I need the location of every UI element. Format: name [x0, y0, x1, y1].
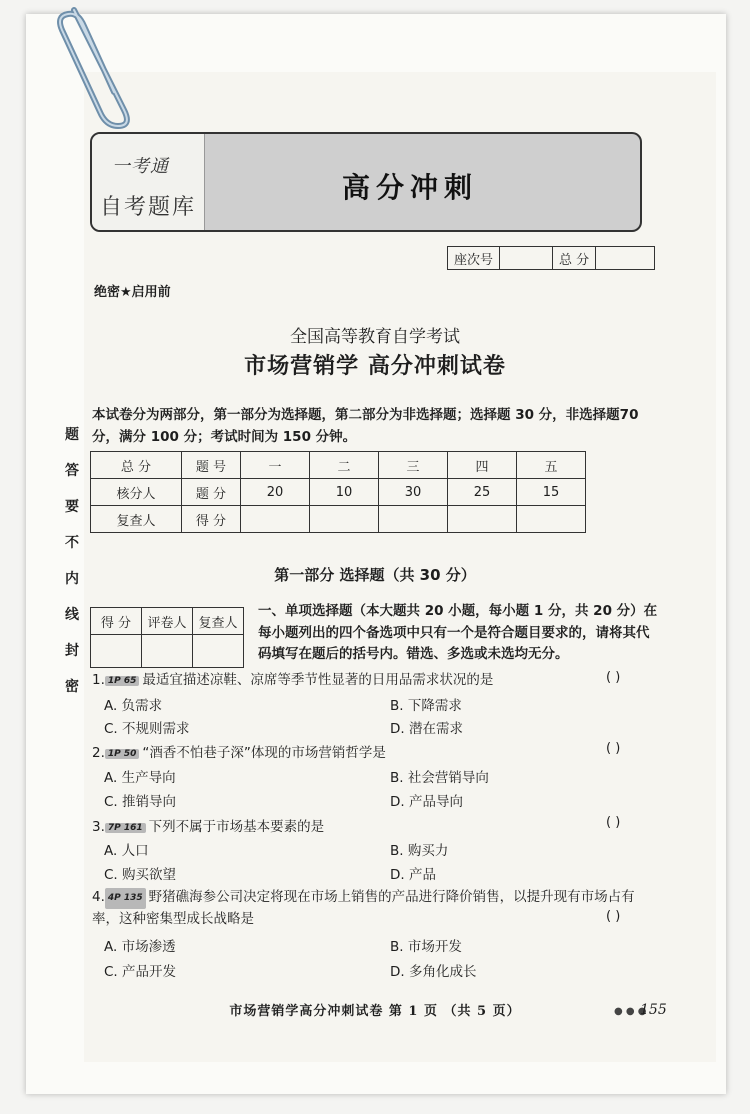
- score-cell: 二: [310, 452, 379, 479]
- score-cell: 四: [448, 452, 517, 479]
- page-footer: 市场营销学高分冲刺试卷 第 1 页 （共 5 页）: [229, 1004, 521, 1019]
- seat-score-box: [447, 246, 655, 270]
- option: B. 购买力: [390, 843, 449, 859]
- question-number: 1.: [92, 672, 105, 688]
- side-char: 不: [65, 535, 79, 551]
- section-heading: 一、单项选择题（本大题共 20 小题，每小题 1 分，共 20 分）在每小题列出的四个备选项中只有一个是符合题目要求的，请将其代码填写在题后的括号内。错选、多选或未选均无分。: [258, 603, 658, 662]
- side-char: 线: [65, 607, 79, 623]
- option: D. 多角化成长: [390, 964, 477, 980]
- grader-label: 评卷人: [142, 608, 193, 635]
- question-number: 3.: [92, 819, 105, 835]
- score-cell: 复查人: [91, 506, 182, 533]
- option: A. 负需求: [104, 698, 163, 714]
- question-text: 下列不属于市场基本要素的是: [148, 819, 325, 835]
- score-cell: [448, 506, 517, 533]
- option: D. 潜在需求: [390, 721, 463, 737]
- option: C. 推销导向: [104, 794, 177, 810]
- option: B. 市场开发: [390, 939, 462, 955]
- total-value: [596, 247, 655, 270]
- grader-label: 复查人: [193, 608, 244, 635]
- score-row-points: [91, 479, 586, 506]
- option: D. 产品导向: [390, 794, 463, 810]
- side-char: 封: [65, 643, 79, 659]
- score-cell: 20: [241, 479, 310, 506]
- brand-line2: 自考题库: [100, 195, 197, 220]
- header-banner: [90, 132, 642, 232]
- question-text: “酒香不怕巷子深”体现的市场营销哲学是: [142, 745, 386, 761]
- question-tag: 1P 65: [105, 676, 140, 686]
- secret-label: 绝密★启用前: [94, 285, 171, 300]
- score-cell: 题 分: [182, 479, 241, 506]
- paperclip-icon: [44, 0, 136, 130]
- side-char: 题: [65, 427, 79, 443]
- option: C. 产品开发: [104, 964, 177, 980]
- question-stem: [92, 815, 324, 835]
- question-tag: 1P 50: [105, 749, 140, 759]
- side-char: 要: [65, 499, 79, 515]
- question-stem: [92, 741, 386, 761]
- option: A. 人口: [104, 843, 149, 859]
- grader-cell: [193, 635, 244, 668]
- score-cell: [379, 506, 448, 533]
- exam-instructions: 本试卷分为两部分，第一部分为选择题，第二部分为非选择题；选择题 30 分，非选择题70 分，满分 100 分；考试时间为 150 分钟。: [92, 407, 639, 445]
- score-cell: 15: [517, 479, 586, 506]
- banner-title: 高分冲刺: [342, 171, 479, 204]
- decorative-dots-icon: ● ● ●: [614, 1006, 647, 1017]
- score-cell: [310, 506, 379, 533]
- question-text: 野猪礁海参公司决定将现在市场上销售的产品进行降价销售，以提升现有市场占有率，这种密集型成长战略是: [92, 889, 635, 927]
- question-stem: [92, 887, 652, 930]
- exam-title-line2: 市场营销学 高分冲刺试卷: [244, 354, 506, 379]
- question-tag: 4P 135: [105, 888, 146, 909]
- grader-cell: [142, 635, 193, 668]
- option: C. 不规则需求: [104, 721, 190, 737]
- score-cell: 得 分: [182, 506, 241, 533]
- score-cell: 总 分: [91, 452, 182, 479]
- seat-value: [500, 247, 553, 270]
- page-number: 155: [640, 1002, 667, 1018]
- question-stem: [92, 668, 493, 688]
- score-cell: 30: [379, 479, 448, 506]
- part-title: 第一部分 选择题（共 30 分）: [274, 566, 476, 584]
- grader-label: 得 分: [91, 608, 142, 635]
- side-char: 答: [65, 463, 79, 479]
- question-number: 4.: [92, 889, 105, 905]
- score-table: [90, 451, 586, 533]
- answer-blank[interactable]: ( ): [606, 741, 621, 756]
- seat-label: 座次号: [448, 247, 500, 270]
- score-cell: [517, 506, 586, 533]
- option: B. 社会营销导向: [390, 770, 489, 786]
- score-cell: 五: [517, 452, 586, 479]
- option: B. 下降需求: [390, 698, 462, 714]
- question-text: 最适宜描述凉鞋、凉席等季节性显著的日用品需求状况的是: [142, 672, 494, 688]
- score-cell: 题 号: [182, 452, 241, 479]
- total-label: 总 分: [553, 247, 596, 270]
- score-cell: 一: [241, 452, 310, 479]
- grader-box: [90, 607, 244, 668]
- score-row-header: [91, 452, 586, 479]
- brand-block: [92, 134, 205, 230]
- score-cell: 核分人: [91, 479, 182, 506]
- option: A. 市场渗透: [104, 939, 176, 955]
- answer-blank[interactable]: ( ): [606, 815, 621, 830]
- exam-title-line1: 全国高等教育自学考试: [290, 327, 460, 347]
- option: D. 产品: [390, 867, 436, 883]
- answer-blank[interactable]: ( ): [606, 670, 621, 685]
- side-char: 内: [65, 571, 79, 587]
- question-number: 2.: [92, 745, 105, 761]
- score-cell: 25: [448, 479, 517, 506]
- option: A. 生产导向: [104, 770, 176, 786]
- score-cell: 三: [379, 452, 448, 479]
- option: C. 购买欲望: [104, 867, 177, 883]
- score-cell: 10: [310, 479, 379, 506]
- brand-line1: 一考通: [112, 156, 169, 177]
- side-char: 密: [65, 679, 79, 695]
- grader-cell: [91, 635, 142, 668]
- score-row-earned: [91, 506, 586, 533]
- answer-blank[interactable]: ( ): [606, 909, 621, 924]
- question-tag: 7P 161: [105, 823, 146, 833]
- score-cell: [241, 506, 310, 533]
